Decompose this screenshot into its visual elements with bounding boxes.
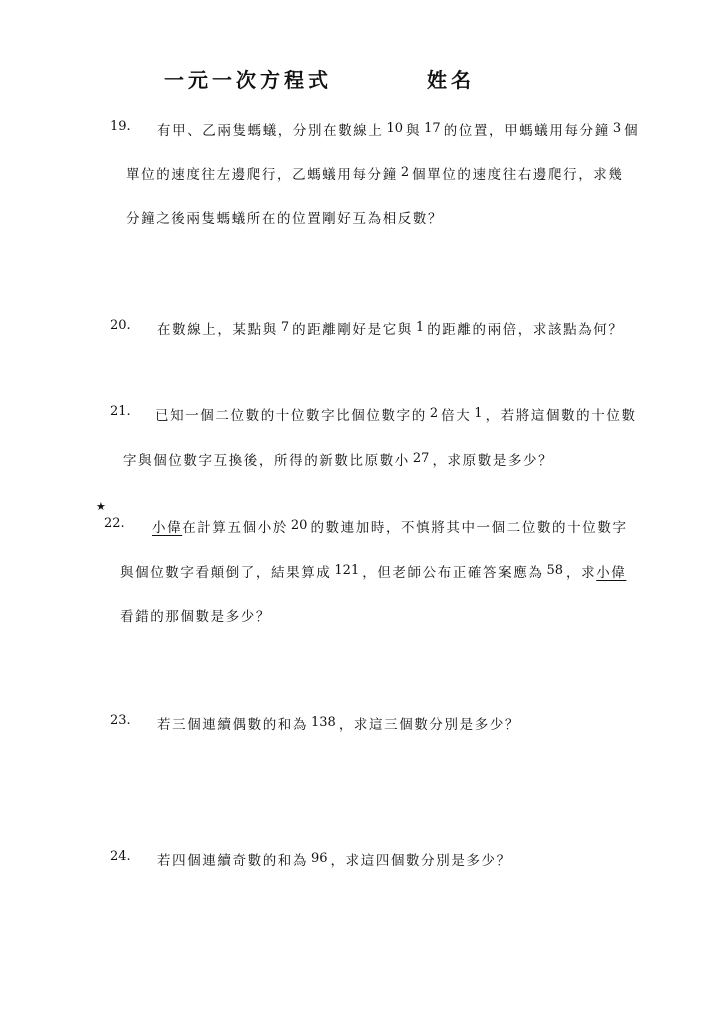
star-icon: ★ <box>96 500 106 513</box>
question-number: 21. <box>110 404 131 419</box>
page-title: 一元一次方程式 <box>164 68 332 92</box>
question-text-line: 字與個位數字互換後，所得的新數比原數小 27 ，求原數是多少？ <box>123 451 554 469</box>
question-number: 20. <box>110 318 131 333</box>
question-number: 19. <box>110 119 131 134</box>
underlined-name: 小偉 <box>152 520 183 536</box>
question-text-line: 若四個連續奇數的和為 96 ，求這四個數分別是多少？ <box>157 851 512 869</box>
question-text-line: 有甲、乙兩隻螞蟻，分別在數線上 10 與 17 的位置，甲螞蟻用每分鐘 3 個 <box>157 121 640 139</box>
question-number: 24. <box>110 849 131 864</box>
question-text-line: 若三個連續偶數的和為 138 ，求這三個數分別是多少？ <box>157 715 521 733</box>
question-text-line: 與個位數字看顛倒了，結果算成 121 ，但老師公布正確答案應為 58 ，求小偉 <box>120 563 627 581</box>
question-text-line: 在數線上，某點與 7 的距離剛好是它與 1 的距離的兩倍，求該點為何？ <box>157 320 624 338</box>
question-text-line: 單位的速度往左邊爬行，乙螞蟻用每分鐘 2 個單位的速度往右邊爬行，求幾 <box>126 165 624 183</box>
question-text-line: 分鐘之後兩隻螞蟻所在的位置剛好互為相反數？ <box>126 211 444 227</box>
question-text-line: 小偉在計算五個小於 20 的數連加時，不慎將其中一個二位數的十位數字 <box>152 518 628 536</box>
underlined-name: 小偉 <box>596 565 627 581</box>
name-label: 姓名 <box>427 68 475 92</box>
question-text-line: 看錯的那個數是多少？ <box>120 609 271 625</box>
question-number: 22. <box>104 516 125 531</box>
question-number: 23. <box>110 713 131 728</box>
question-text-line: 已知一個二位數的十位數字比個位數字的 2 倍大 1 ，若將這個數的十位數 <box>155 406 637 424</box>
